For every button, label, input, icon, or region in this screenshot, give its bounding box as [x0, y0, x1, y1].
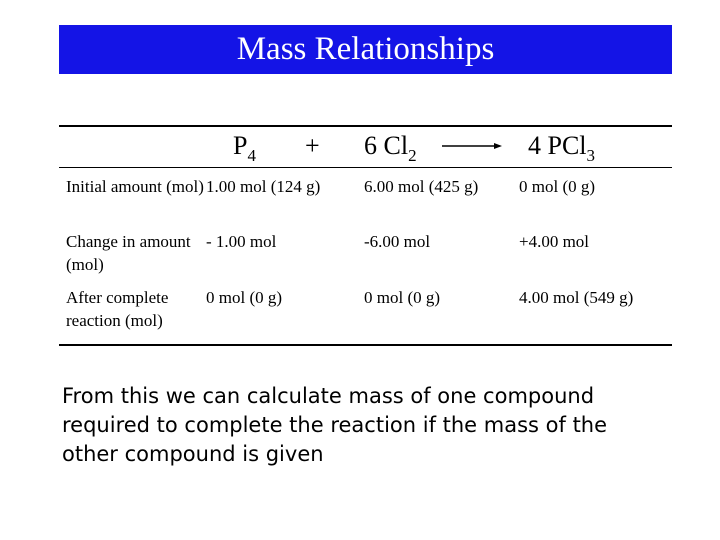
- product-pcl3-symbol: 4 PCl: [528, 131, 587, 160]
- title-bar: [59, 25, 672, 74]
- header-rule: [59, 167, 672, 168]
- reactant-p4-symbol: P: [233, 131, 248, 160]
- product-pcl3-subscript: 3: [586, 146, 596, 165]
- table-cell: 4.00 mol (549 g): [519, 288, 634, 307]
- reactant-cl2: [364, 131, 417, 166]
- reactant-p4-subscript: 4: [247, 146, 256, 165]
- right-arrow-icon: [442, 140, 502, 152]
- table-cell: 0 mol (0 g): [206, 288, 283, 307]
- table-cell: -6.00 mol: [364, 232, 431, 251]
- table-cell: 0 mol (0 g): [519, 177, 596, 196]
- table-cell: 1.00 mol (124 g): [206, 177, 321, 196]
- product-pcl3: [528, 131, 595, 166]
- slide-title: Mass Relationships: [236, 31, 495, 67]
- explanation-text: From this we can calculate mass of one compound required to complete the reaction if the mass of the other compound is given: [62, 384, 608, 466]
- table-top-rule: [59, 125, 672, 127]
- table-cell: 0 mol (0 g): [364, 288, 441, 307]
- reactant-cl2-symbol: 6 Cl: [364, 131, 409, 160]
- table-bottom-rule: [59, 344, 672, 346]
- reactant-cl2-subscript: 2: [408, 146, 417, 165]
- table-cell: 6.00 mol (425 g): [364, 177, 479, 196]
- table-cell: +4.00 mol: [519, 232, 590, 251]
- row-label-change: Change in amount (mol): [66, 232, 191, 274]
- row-label-after: After complete reaction (mol): [66, 288, 169, 330]
- table-cell: - 1.00 mol: [206, 232, 277, 251]
- plus-sign: +: [305, 131, 320, 160]
- row-label-initial: Initial amount (mol): [66, 177, 204, 196]
- reactant-p4: [233, 131, 256, 166]
